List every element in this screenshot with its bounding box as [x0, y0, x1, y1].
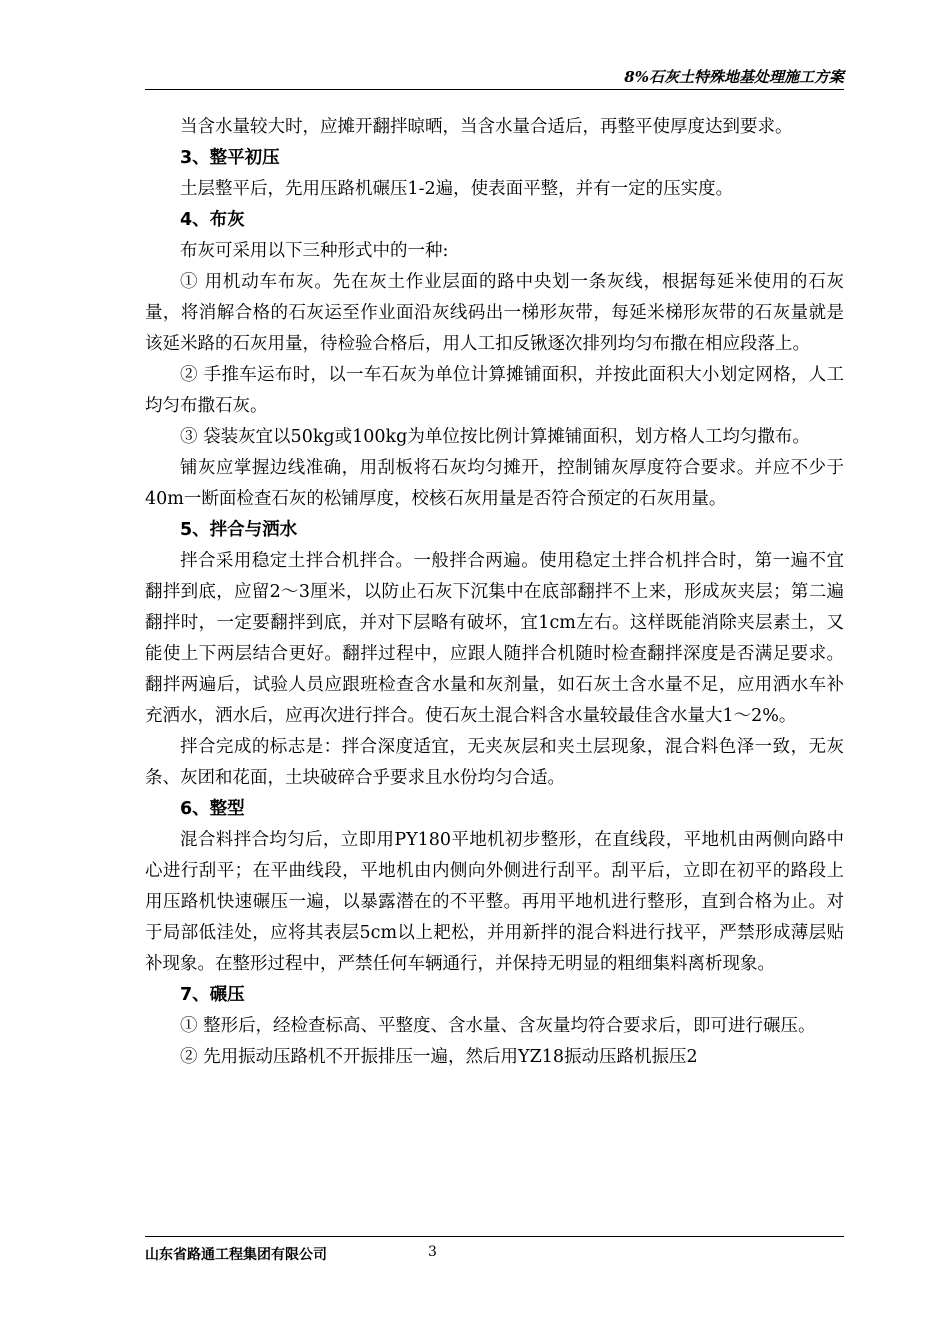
section-heading: 3、整平初压 [180, 148, 280, 168]
header-rule [145, 89, 844, 90]
paragraph: ③ 袋装灰宜以50kg或100kg为单位按比例计算摊铺面积，划方格人工均匀撒布。 [180, 427, 810, 447]
header-title: 8%石灰土特殊地基处理施工方案 [624, 68, 844, 86]
page-number: 3 [428, 1244, 437, 1260]
section-heading: 5、拌合与洒水 [180, 520, 298, 540]
paragraph: 布灰可采用以下三种形式中的一种: [180, 241, 449, 261]
footer-rule [145, 1236, 844, 1237]
section-heading: 4、布灰 [180, 210, 245, 230]
paragraph: ① 整形后，经检查标高、平整度、含水量、含灰量均符合要求后，即可进行碾压。 [180, 1016, 816, 1036]
paragraph: 铺灰应掌握边线准确，用刮板将石灰均匀摊开，控制铺灰厚度符合要求。并应不少于40m一断面检查石灰的松铺厚度，校核石灰用量是否符合预定的石灰用量。 [145, 458, 844, 509]
paragraph: ① 用机动车布灰。先在灰土作业层面的路中央划一条灰线，根据每延米使用的石灰量，将消解合格的石灰运至作业面沿灰线码出一梯形灰带，每延米梯形灰带的石灰量就是该延米路的石灰用量，待检验合格后，用人工扣反锹逐次排列均匀布撒在相应段落上。 [145, 272, 844, 354]
section-heading: 6、整型 [180, 799, 245, 819]
paragraph: 当含水量较大时，应摊开翻拌晾晒，当含水量合适后，再整平使厚度达到要求。 [180, 117, 793, 137]
paragraph: 土层整平后，先用压路机碾压1-2遍，使表面平整，并有一定的压实度。 [180, 179, 734, 199]
paragraph: ② 手推车运布时，以一车石灰为单位计算摊铺面积，并按此面积大小划定网格，人工均匀布撒石灰。 [145, 365, 844, 416]
document-body [145, 112, 844, 1073]
footer-company: 山东省路通工程集团有限公司 [145, 1247, 327, 1263]
paragraph: ② 先用振动压路机不开振排压一遍，然后用YZ18振动压路机振压2 [180, 1047, 698, 1067]
section-heading: 7、碾压 [180, 985, 245, 1005]
paragraph: 拌合完成的标志是：拌合深度适宜，无夹灰层和夹土层现象，混合料色泽一致，无灰条、灰团和花面，土块破碎合乎要求且水份均匀合适。 [145, 737, 844, 788]
paragraph: 混合料拌合均匀后，立即用PY180平地机初步整形，在直线段，平地机由两侧向路中心进行刮平；在平曲线段，平地机由内侧向外侧进行刮平。刮平后，立即在初平的路段上用压路机快速碾压一遍，以暴露潜在的不平整。再用平地机进行整形，直到合格为止。对于局部低洼处，应将其表层5cm以上耙松，并用新拌的混合料进行找平，严禁形成薄层贴补现象。在整形过程中，严禁任何车辆通行，并保持无明显的粗细集料离析现象。 [145, 830, 844, 974]
paragraph: 拌合采用稳定土拌合机拌合。一般拌合两遍。使用稳定土拌合机拌合时，第一遍不宜翻拌到底，应留2～3厘米，以防止石灰下沉集中在底部翻拌不上来，形成灰夹层；第二遍翻拌时，一定要翻拌到底，并对下层略有破坏，宜1cm左右。这样既能消除夹层素土，又能使上下两层结合更好。翻拌过程中，应跟人随拌合机随时检查翻拌深度是否满足要求。翻拌两遍后，试验人员应跟班检查含水量和灰剂量，如石灰土含水量不足，应用洒水车补充洒水，洒水后，应再次进行拌合。使石灰土混合料含水量较最佳含水量大1～2%。 [145, 551, 844, 726]
